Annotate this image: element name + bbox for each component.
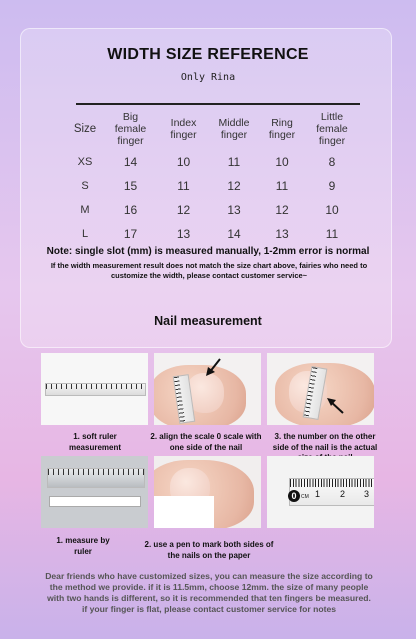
step-caption: 2. use a pen to mark both sides of the nails on the paper [144, 540, 274, 560]
table-header-row [66, 108, 358, 150]
ruler-number-3: 3 [364, 489, 370, 499]
table-cell: 10 [176, 155, 191, 169]
pen-mark-photo [154, 456, 261, 528]
step-caption: 2. align the scale 0 scale with one side of the nail [150, 432, 262, 452]
steel-ruler-graphic [47, 468, 145, 488]
table-cell: 10 [275, 155, 289, 169]
table-cell: 11 [325, 227, 339, 241]
size-table [66, 108, 358, 246]
table-cell: 13 [227, 203, 241, 217]
header-little-finger: Little female finger [316, 111, 348, 147]
table-cell: 13 [275, 227, 289, 241]
table-cell: 15 [123, 179, 138, 193]
table-cell: 11 [275, 179, 289, 193]
ruler-unit-label: CM [301, 494, 309, 500]
finger-read-photo [267, 353, 374, 425]
measurement-note-detail: If the width measurement result does not match the size chart above, fairies who need to customize the width, please contact customer service~ [50, 261, 368, 280]
header-big-finger: Big female finger [114, 111, 147, 147]
table-cell: 9 [328, 179, 336, 193]
table-cell: 10 [325, 203, 339, 217]
table-cell: 14 [227, 227, 241, 241]
customization-instructions: Dear friends who have customized sizes, you can measure the size according to the method we provide. if it is 11.5mm, choose 12mm. the size of many people with two hands is different, so it is recommended that ten fingers be measured. if your finger is flat, please contact customer service for notes [45, 571, 373, 614]
table-row [66, 150, 358, 174]
paper-strip [49, 496, 141, 507]
table-cell: M [80, 204, 90, 216]
header-index-finger: Index finger [170, 117, 197, 141]
ruler-scale-graphic [289, 478, 374, 506]
table-cell: 17 [123, 227, 138, 241]
divider [76, 103, 360, 105]
arrow-icon [204, 357, 224, 377]
step-caption: 3. the number on the other side of the nail is the actual [272, 432, 378, 452]
table-cell: 11 [227, 155, 241, 169]
header-size: Size [73, 123, 97, 135]
ruler-number-1: 1 [315, 489, 321, 499]
measurement-note: Note: single slot (mm) is measured manually, 1-2mm error is normal [46, 246, 370, 257]
brand-name: Only Rina [180, 72, 236, 83]
table-cell: 12 [227, 179, 241, 193]
ruler-closeup-photo [267, 456, 374, 528]
table-cell: 12 [275, 203, 289, 217]
table-cell: XS [77, 156, 93, 168]
soft-ruler-photo [41, 353, 148, 425]
table-cell: 12 [176, 203, 191, 217]
header-middle-finger: Middle finger [218, 117, 250, 141]
ruler-number-2: 2 [340, 489, 346, 499]
table-cell: 14 [123, 155, 138, 169]
table-row [66, 222, 358, 246]
table-cell: 13 [176, 227, 191, 241]
table-row [66, 174, 358, 198]
paper-piece [154, 496, 214, 528]
ruler-paper-photo [41, 456, 148, 528]
table-cell: 11 [177, 179, 190, 193]
finger-align-photo [154, 353, 261, 425]
step-caption: 1. soft ruler measurement [68, 432, 122, 452]
table-cell: 16 [123, 203, 138, 217]
section-title: Nail measurement [154, 314, 262, 328]
ruler-graphic [45, 383, 146, 396]
arrow-icon [325, 397, 345, 417]
step-caption: 1. measure by ruler [56, 536, 110, 556]
ruler-zero-mark: 0 [288, 490, 300, 502]
table-cell: S [81, 180, 89, 192]
header-ring-finger: Ring finger [268, 117, 296, 141]
table-cell: L [81, 228, 89, 240]
table-row [66, 198, 358, 222]
page-title: WIDTH SIZE REFERENCE [107, 46, 309, 63]
table-cell: 8 [328, 155, 336, 169]
